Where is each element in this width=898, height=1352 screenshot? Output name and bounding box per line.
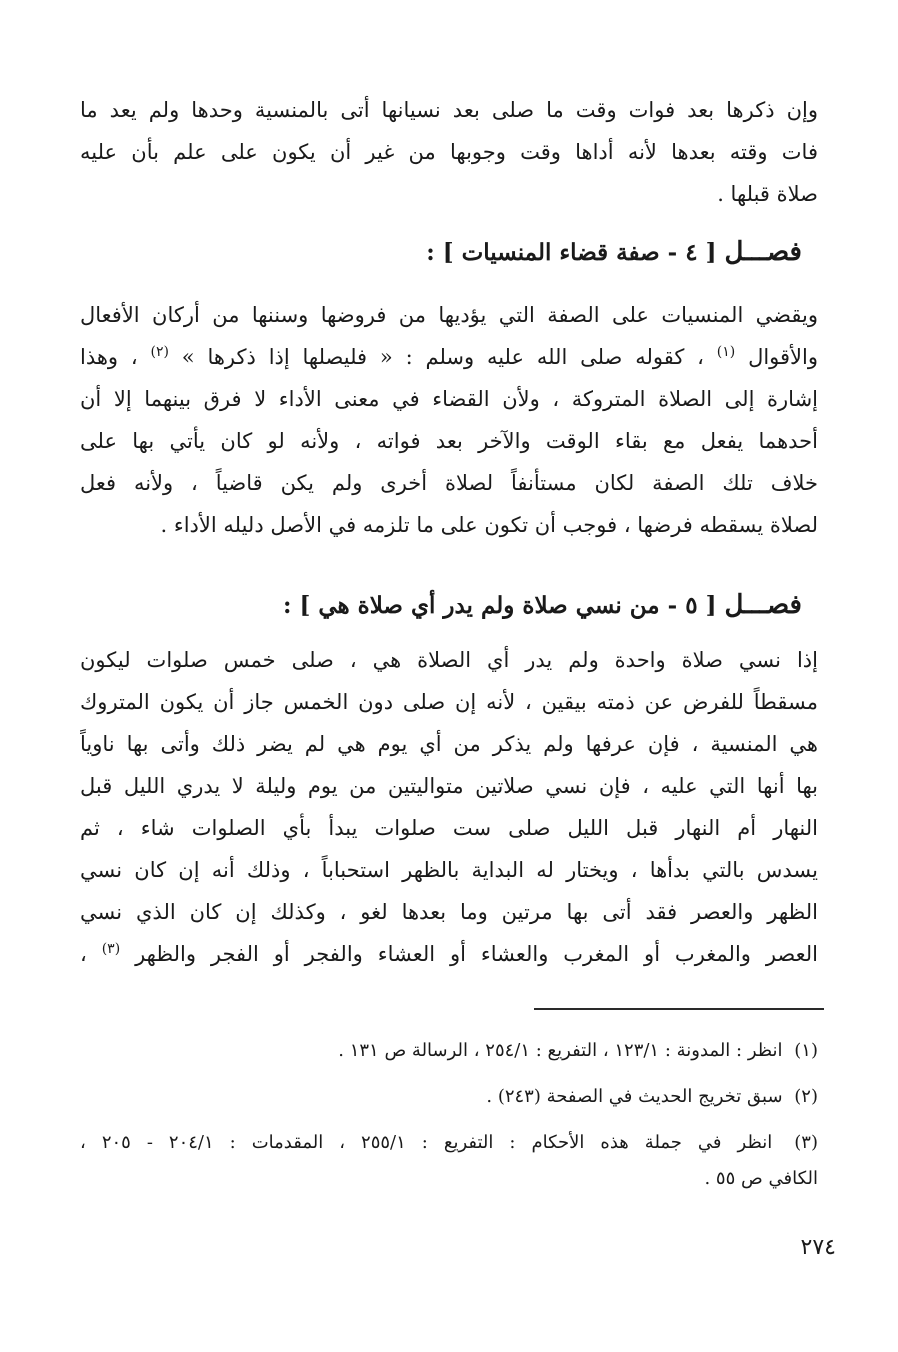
footnote-number: (٢) (794, 1086, 818, 1107)
text-run: والأقوال (748, 345, 818, 369)
paragraph-line: إذا نسي صلاة واحدة ولم يدر أي الصلاة هي ، صلى خمس صلوات ليكون (80, 648, 818, 672)
paragraph-line: هي المنسية ، فإن عرفها ولم يذكر من أي يوم هي لم يضر ذلك وأتى بها ناوياً (80, 732, 818, 756)
footnote-3-continued (80, 1162, 818, 1196)
heading-title: [ ٤ - صفة قضاء المنسيات ] : (426, 239, 717, 266)
paragraph-line (80, 337, 818, 377)
paragraph-line: النهار أم النهار قبل الليل صلى ست صلوات يبدأ بأي الصلوات شاء ، ثم (80, 816, 818, 840)
footnote-2 (80, 1080, 818, 1114)
footnote-ref-1: (١) (716, 344, 736, 360)
footnote-separator (534, 1008, 824, 1010)
footnote-text: الكافي ص ٥٥ . (704, 1168, 818, 1189)
page-number: ٢٧٤ (800, 1235, 836, 1260)
heading-title: [ ٥ - من نسي صلاة ولم يدر أي صلاة هي ] : (282, 592, 717, 619)
paragraph-line: إشارة إلى الصلاة المتروكة ، ولأن القضاء في معنى الأداء لا فرق بينهما إلا أن (80, 387, 818, 411)
paragraph-line: صلاة قبلها . (717, 182, 818, 206)
heading-lead-word: فصـــل (724, 237, 802, 267)
paragraph-line: فات وقته بعدها لأنه أداها وقت وجوبها من غير أن يكون على علم بأن عليه (80, 140, 818, 164)
section-heading-4 (426, 232, 802, 273)
paragraph-line: أحدهما يفعل مع بقاء الوقت والآخر بعد فواته ، ولأنه لو كان يأتي بها على (80, 429, 818, 453)
text-run: ، كقوله صلى الله عليه وسلم : « فليصلها إذا ذكرها » (181, 345, 704, 369)
footnote-1 (80, 1034, 818, 1068)
footnote-number: (٣) (794, 1132, 818, 1153)
footnote-text: انظر : المدونة : ١٢٣/١ ، التفريع : ٢٥٤/١ ، الرسالة ص ١٣١ . (338, 1040, 783, 1061)
paragraph-line: مسقطاً للفرض عن ذمته بيقين ، لأنه إن صلى دون الخمس جاز أن يكون المتروك (80, 690, 818, 714)
paragraph-line: وإن ذكرها بعد فوات وقت ما صلى بعد نسيانها أتى بالمنسية وحدها ولم يعد ما (80, 98, 818, 122)
paragraph-line: الظهر والعصر فقد أتى بها مرتين وما بعدها لغو ، وكذلك إن كان الذي نسي (80, 900, 818, 924)
footnote-number: (١) (794, 1040, 818, 1061)
text-run: ، (80, 942, 87, 966)
footnote-3 (80, 1126, 818, 1160)
text-run: العصر والمغرب أو المغرب والعشاء أو العشاء والفجر أو الفجر والظهر (135, 942, 818, 966)
paragraph-line: بها أنها التي عليه ، فإن نسي صلاتين متواليتين من يوم وليلة لا يدري الليل قبل (80, 774, 818, 798)
paragraph-line: ويقضي المنسيات على الصفة التي يؤديها من فروضها وسننها من أركان الأفعال (80, 303, 818, 327)
heading-lead-word: فصـــل (724, 590, 802, 620)
paragraph-line: لصلاة يسقطه فرضها ، فوجب أن تكون على ما تلزمه في الأصل دليله الأداء . (160, 513, 818, 537)
paragraph-line (80, 934, 818, 974)
footnote-text: سبق تخريج الحديث في الصفحة (٢٤٣) . (486, 1086, 783, 1107)
paragraph-line: يسدس بالتي بدأها ، ويختار له البداية بالظهر استحباباً ، وذلك أنه إن كان نسي (80, 858, 818, 882)
paragraph-line: خلاف تلك الصفة لكان مستأنفاً لصلاة أخرى ولم يكن قاضياً ، ولأنه فعل (80, 471, 818, 495)
footnote-ref-2: (٢) (150, 344, 169, 360)
text-run: ، وهذا (80, 345, 138, 369)
footnote-ref-3: (٣) (101, 941, 121, 957)
section-heading-5 (283, 585, 802, 626)
footnote-text: انظر في جملة هذه الأحكام : التفريع : ٢٥٥/١ ، المقدمات : ٢٠٤/١ - ٢٠٥ ، (80, 1132, 773, 1153)
